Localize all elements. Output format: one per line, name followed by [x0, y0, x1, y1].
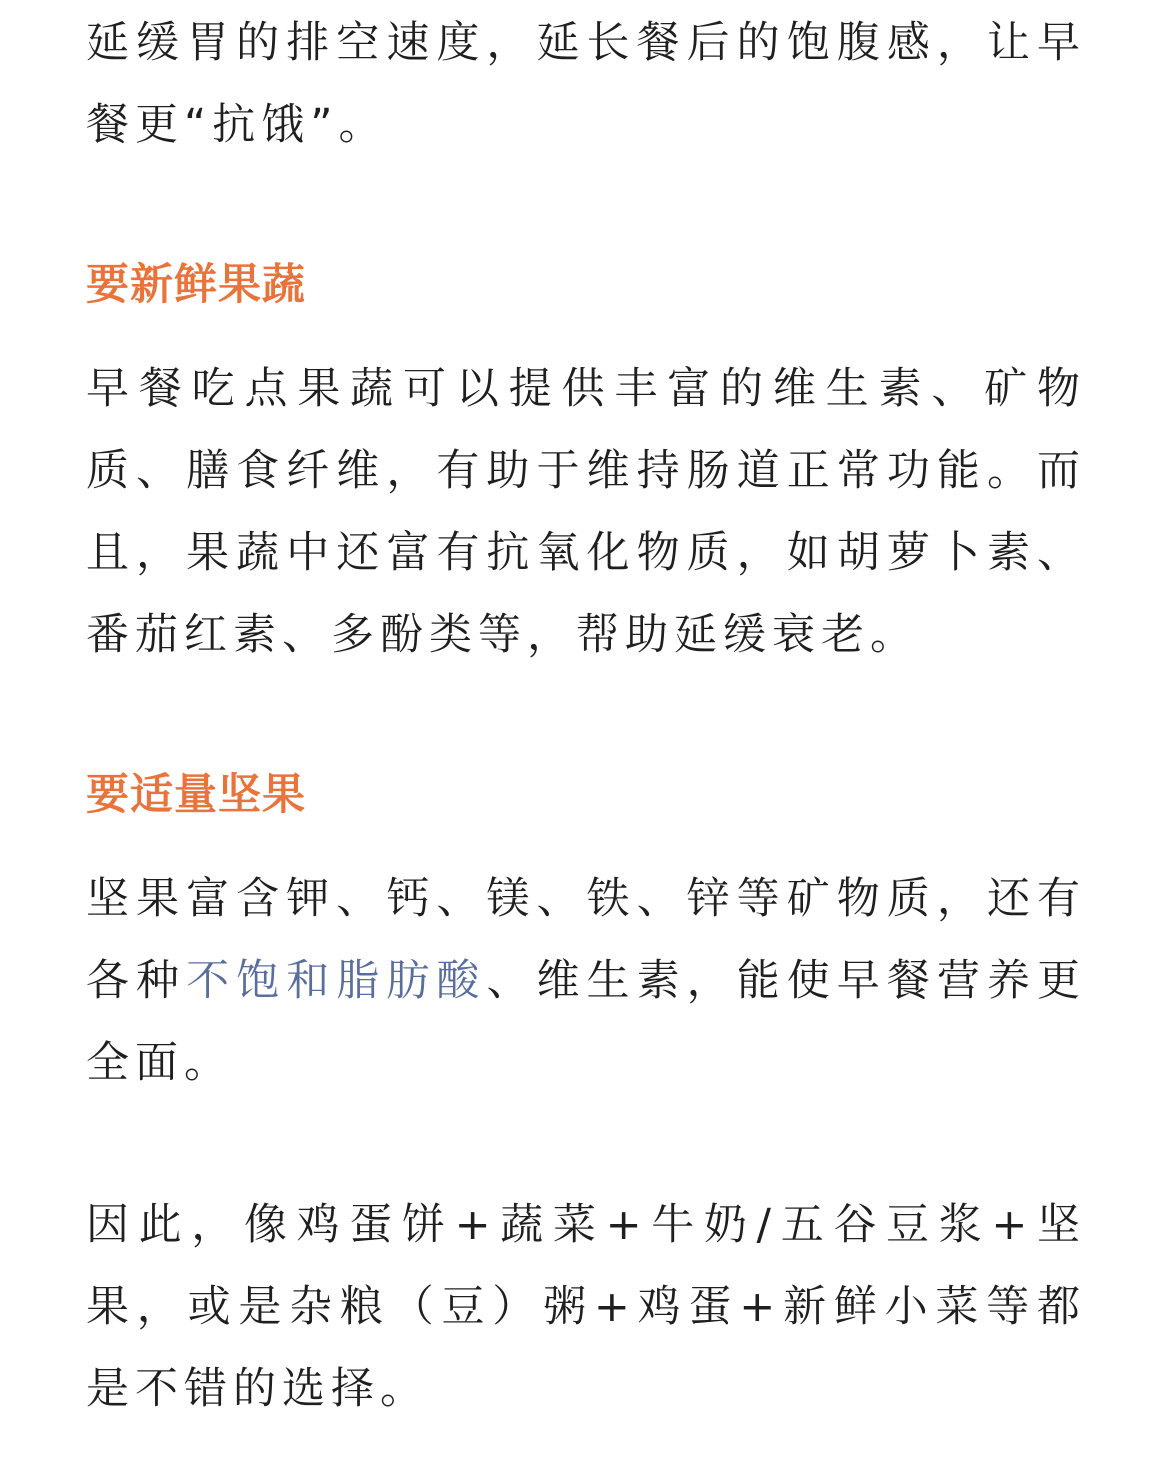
section-heading-fresh-produce: 要新鲜果蔬 — [86, 260, 306, 310]
section-heading-nuts: 要适量坚果 — [86, 770, 306, 820]
paragraph-nuts-text-before: 坚果富含钾、钙、镁、铁、锌等矿物质，还有各种 — [86, 874, 1086, 1006]
paragraph-stomach-emptying: 延缓胃的排空速度，延长餐后的饱腹感，让早餐更“抗饿”。 — [86, 18, 1086, 150]
paragraph-breakfast-combo: 因此，像鸡蛋饼+蔬菜+牛奶/五谷豆浆+坚果，或是杂粮（豆）粥+鸡蛋+新鲜小菜等都是不错的选择。 — [86, 1200, 1086, 1414]
paragraph-fresh-produce: 早餐吃点果蔬可以提供丰富的维生素、矿物质、膳食纤维，有助于维持肠道正常功能。而且，果蔬中还富有抗氧化物质，如胡萝卜素、番茄红素、多酚类等，帮助延缓衰老。 — [86, 364, 1086, 660]
paragraph-nuts-text-after: 、维生素，能使早餐营养更全面。 — [86, 956, 1087, 1088]
paragraph-nuts — [86, 858, 1086, 1104]
unsaturated-fatty-acids-link[interactable]: 不饱和脂肪酸 — [186, 956, 487, 1006]
